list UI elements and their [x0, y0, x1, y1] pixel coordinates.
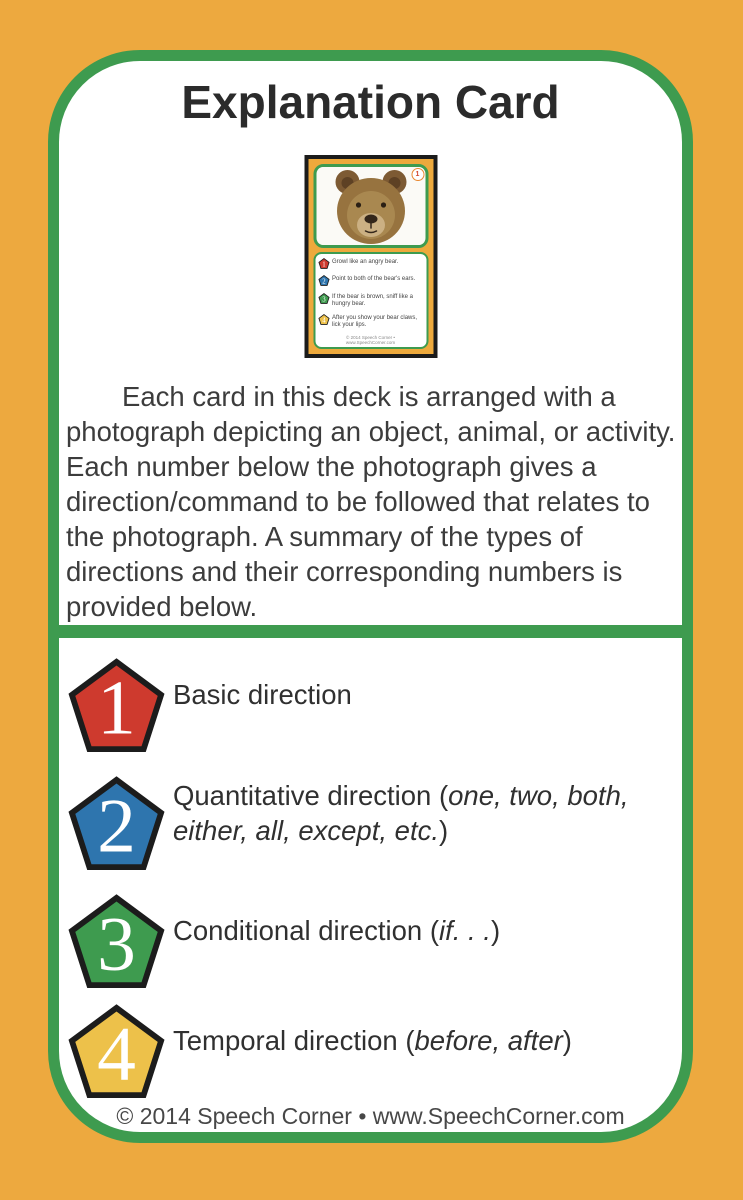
sample-direction-text: If the bear is brown, sniff like a hungry bear.	[332, 293, 413, 307]
svg-text:4: 4	[321, 317, 326, 325]
sample-card-thumbnail	[304, 155, 437, 358]
pentagon-4-icon	[68, 1004, 165, 1099]
pentagon-2-icon	[318, 275, 329, 286]
sample-card-copyright: © 2014 Speech Corner • www.SpeechCorner.com	[345, 335, 396, 345]
intro-paragraph: Each card in this deck is arranged with a photograph depicting an object, animal, or activity. Each number below the photograph gives a direction/command to be followed that relates to the photograph. A summary of the types of directions and their corresponding numbers is provided below.	[66, 381, 676, 622]
sample-direction-row	[318, 275, 423, 286]
direction-type-row-basic	[68, 657, 676, 754]
page-title: Explanation Card	[181, 76, 560, 128]
svg-text:3: 3	[97, 900, 136, 987]
sample-direction-text: Growl like an angry bear.	[332, 259, 399, 265]
direction-type-row-conditional	[68, 893, 676, 990]
sample-card-directions	[313, 252, 428, 349]
sample-direction-row	[318, 258, 423, 269]
sample-direction-text: Point to both of the bear's ears.	[332, 276, 416, 283]
sample-direction-row	[318, 293, 423, 308]
pentagon-2-icon	[68, 776, 165, 871]
pentagon-1-icon	[68, 658, 165, 753]
svg-text:3: 3	[321, 296, 326, 304]
svg-text:1: 1	[321, 261, 326, 269]
direction-type-label: Basic direction	[173, 679, 352, 710]
svg-text:2: 2	[321, 278, 326, 286]
section-divider	[59, 625, 682, 638]
explanation-card	[48, 50, 693, 1143]
card-number-badge: 1	[411, 168, 424, 181]
direction-type-label: Conditional direction (if. . .)	[173, 915, 501, 946]
direction-type-label: Temporal direction (before, after)	[173, 1025, 572, 1056]
pentagon-3-icon	[68, 894, 165, 989]
sample-direction-text: After you show your bear claws, lick your lips.	[332, 314, 418, 328]
svg-text:2: 2	[97, 782, 136, 869]
direction-type-row-temporal	[68, 1003, 676, 1100]
bear-illustration	[316, 167, 425, 245]
bear-photo	[313, 164, 428, 248]
pentagon-3-icon	[318, 293, 329, 304]
sample-direction-row	[318, 314, 423, 329]
direction-type-label: Quantitative direction (one, two, both, either, all, except, etc.)	[173, 779, 629, 846]
direction-type-row-quantitative	[68, 775, 676, 872]
pentagon-4-icon	[318, 314, 329, 325]
svg-text:1: 1	[97, 664, 136, 751]
svg-text:4: 4	[97, 1010, 136, 1097]
pentagon-1-icon	[318, 258, 329, 269]
copyright-footer: © 2014 Speech Corner • www.SpeechCorner.com	[116, 1103, 625, 1129]
